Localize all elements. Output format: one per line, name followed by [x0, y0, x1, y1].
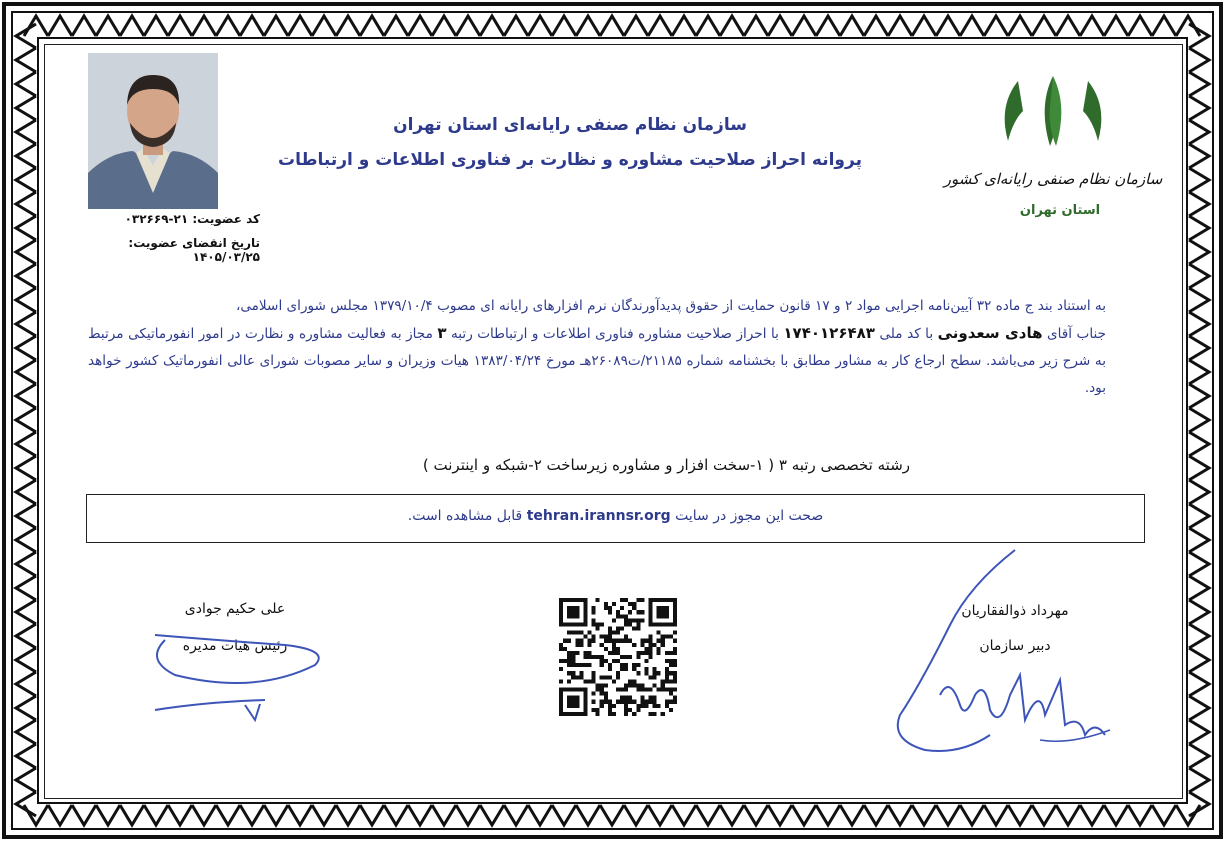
verify-site-link[interactable]: tehran.irannsr.org	[526, 508, 671, 524]
logo-province: استان تهران	[1019, 203, 1101, 218]
body-paragraph-1: به استناد بند ج ماده ۳۲ آیین‌نامه اجرایی مواد ۲ و ۱۷ قانون حمایت از حقوق پدیدآورندگان نرم افزارهای رایانه ای مصوب ۱۳۷۹/۱۰/۴ مجلس شورای اسلامی،	[235, 298, 1106, 314]
verify-post: قابل مشاهده است.	[407, 508, 523, 524]
left-signer-title: رئیس هیات مدیره	[182, 638, 288, 654]
body-intro: جناب آقای	[1047, 326, 1106, 342]
right-signature	[880, 545, 1120, 770]
membership-code: کد عضویت: ۲۱-۰۳۲۶۶۹	[124, 212, 260, 226]
verification-text	[87, 508, 1144, 524]
body-national-label: با کد ملی	[879, 326, 934, 342]
organization-title: سازمان نظام صنفی رایانه‌ای استان تهران	[393, 115, 747, 135]
organization-logo	[943, 66, 1163, 226]
left-signature	[135, 620, 335, 730]
license-body-text	[88, 293, 1106, 402]
body-rank-label: با احراز صلاحیت مشاوره فناوری اطلاعات و ارتباطات رتبه	[451, 326, 779, 342]
verify-pre: صحت این مجوز در سایت	[675, 508, 824, 524]
verification-qr-code[interactable]	[558, 598, 678, 716]
verification-box	[86, 494, 1145, 543]
holder-name: هادی سعدونی	[937, 324, 1043, 342]
left-signer-name: علی حکیم جوادی	[184, 601, 286, 617]
license-subtitle: پروانه احراز صلاحیت مشاوره و نظارت بر فناوری اطلاعات و ارتباطات	[278, 150, 862, 170]
logo-text: سازمان نظام صنفی رایانه‌ای کشور	[943, 170, 1163, 188]
body-paragraph-2: مجاز به فعالیت مشاوره و نظارت در امور انفورماتیکی مرتبط به شرح زیر می‌باشد. سطح ارجاع کار به مشاور مطابق با بخشنامه شماره ۲۱۱۸۵/ت۲۶۰۸۹هـ مورخ ۱۳۸۳/۰۴/۲۴ هیات وزیران و سایر مصوبات شورای عالی انفورماتیک کشور خواهد بود.	[88, 326, 1107, 396]
national-id: ۱۷۴۰۱۲۶۴۸۳	[783, 324, 875, 342]
right-signer-title: دبیر سازمان	[979, 638, 1051, 654]
specialty-field: رشته تخصصی رتبه ۳ ( ۱-سخت افزار و مشاوره زیرساخت ۲-شبکه و اینترنت )	[422, 456, 910, 474]
rank-value: ۳	[437, 324, 447, 342]
membership-expiry: تاریخ انقضای عضویت: ۱۴۰۵/۰۳/۲۵	[128, 236, 260, 264]
right-signer-name: مهرداد ذوالفقاریان	[961, 603, 1069, 619]
member-photo	[88, 53, 218, 209]
